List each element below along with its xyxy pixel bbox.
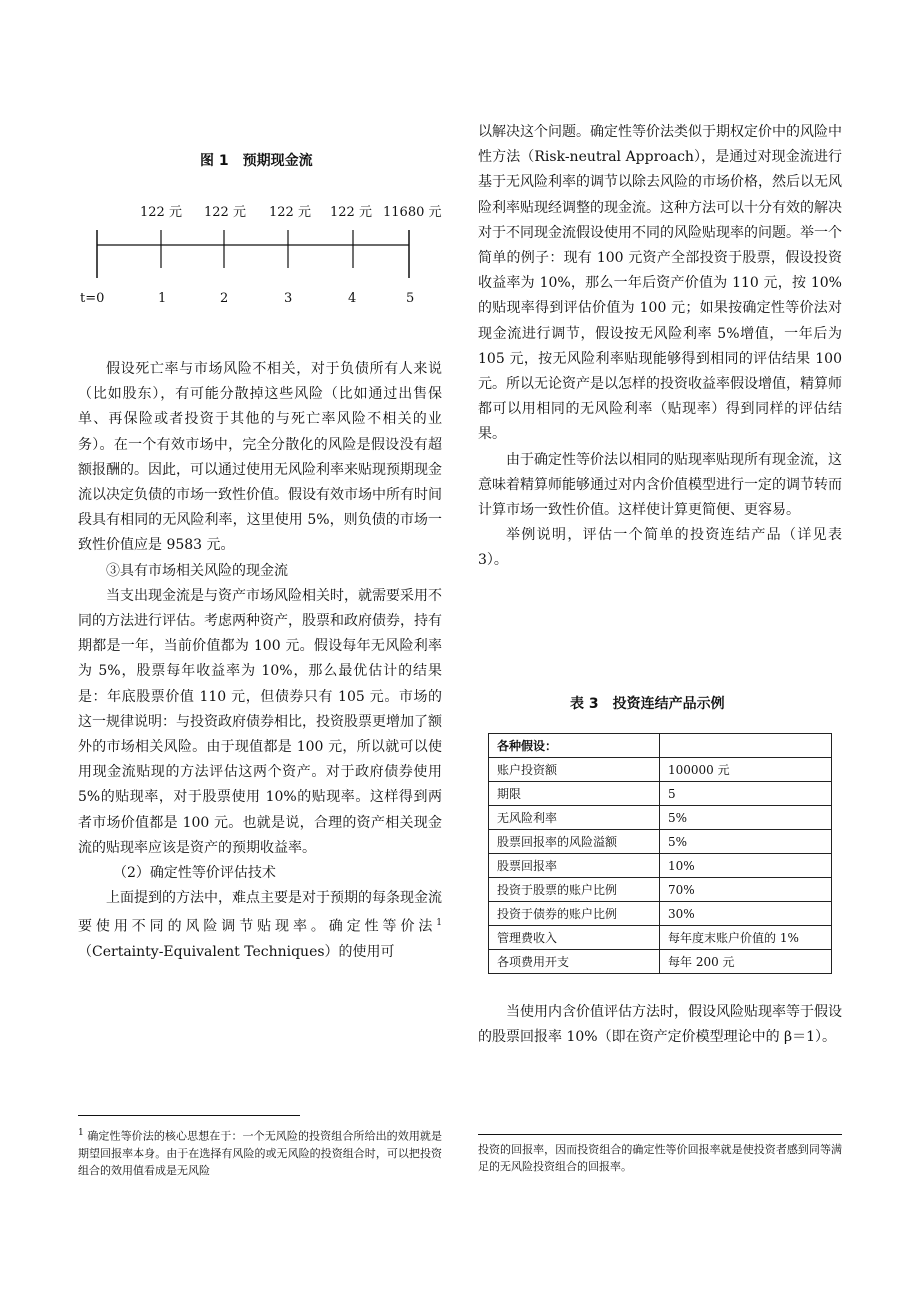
table-cell-label: 股票回报率 — [489, 854, 660, 878]
table-cell-value: 5 — [660, 782, 832, 806]
time-label: t=0 — [80, 291, 105, 306]
table-cell-label: 股票回报率的风险溢额 — [489, 830, 660, 854]
time-label: 5 — [406, 291, 415, 306]
table-row — [489, 878, 832, 902]
table-cell-label: 投资于股票的账户比例 — [489, 878, 660, 902]
time-label: 3 — [284, 291, 293, 306]
table-row — [489, 734, 832, 758]
table-cell-value: 30% — [660, 902, 832, 926]
paragraph: 假设死亡率与市场风险不相关，对于负债所有人来说（比如股东），有可能分散掉这些风险（比如通过出售保单、再保险或者投资于其他的与死亡率风险不相关的业务）。在一个有效市场中，完全分散化的风险是假设没有超额报酬的。因此，可以通过使用无风险利率来贴现预期现金流以决定负债的市场一致性价值。假设有效市场中所有时间段具有相同的无风险利率，这里使用 5%，则负债的市场一致性价值应是 9583 元。 — [78, 361, 442, 554]
footnote — [78, 1125, 442, 1179]
paragraph-text: 上面提到的方法中，难点主要是对于预期的每条现金流要使用不同的风险调节贴现率。确定性等价法 — [78, 890, 442, 936]
cashflow-amount: 11680 元 — [383, 205, 442, 220]
table-row — [489, 830, 832, 854]
table-row — [489, 926, 832, 950]
assumptions-table — [488, 733, 832, 974]
paragraph — [78, 886, 442, 965]
paragraph: 举例说明，评估一个简单的投资连结产品（详见表 3）。 — [478, 527, 842, 569]
footnote-rule — [78, 1115, 300, 1116]
time-label: 4 — [348, 291, 357, 306]
cashflow-amount: 122 元 — [140, 205, 182, 220]
cashflow-amount: 122 元 — [204, 205, 246, 220]
paragraph-text: （Certainty-Equivalent Techniques）的使用可 — [78, 944, 395, 961]
table-row — [489, 854, 832, 878]
paragraph: 当使用内含价值评估方法时，假设风险贴现率等于假设的股票回报率 10%（即在资产定价模型理论中的 β＝1）。 — [478, 1004, 842, 1046]
table-cell-value: 每年度末账户价值的 1% — [660, 926, 832, 950]
footnote-number: 1 — [78, 1128, 84, 1138]
table-cell-label: 管理费收入 — [489, 926, 660, 950]
table-row — [489, 758, 832, 782]
section-heading: （2）确定性等价评估技术 — [113, 865, 276, 882]
subsection-heading: ③具有市场相关风险的现金流 — [106, 562, 288, 579]
table-cell-value: 每年 200 元 — [660, 950, 832, 974]
table-cell-value: 10% — [660, 854, 832, 878]
cashflow-amount: 122 元 — [330, 205, 372, 220]
table-title: 表 3 投资连结产品示例 — [570, 696, 725, 712]
footnote-ref: 1 — [436, 918, 442, 929]
table-row — [489, 806, 832, 830]
footnote-text: 确定性等价法的核心思想在于：一个无风险的投资组合所给出的效用就是期望回报率本身。由于在选择有风险的或无风险的投资组合时，可以把投资组合的效用值看成是无风险 — [78, 1129, 443, 1177]
timeline-diagram — [0, 0, 460, 300]
table-cell-label: 账户投资额 — [489, 758, 660, 782]
table-cell-value: 5% — [660, 806, 832, 830]
table-cell-label: 投资于债券的账户比例 — [489, 902, 660, 926]
paragraph: 由于确定性等价法以相同的贴现率贴现所有现金流，这意味着精算师能够通过对内含价值模型进行一定的调节转而计算市场一致性价值。这样使计算更简便、更容易。 — [478, 451, 842, 519]
footnote-continued: 投资的回报率，因而投资组合的确定性等价回报率就是使投资者感到同等满足的无风险投资组合的回报率。 — [478, 1143, 842, 1173]
table-cell-value: 5% — [660, 830, 832, 854]
left-column — [78, 357, 442, 966]
footnote-rule — [478, 1134, 842, 1135]
table-row — [489, 782, 832, 806]
time-label: 2 — [220, 291, 229, 306]
right-column — [478, 120, 842, 574]
table-row — [489, 902, 832, 926]
table-cell-value — [660, 734, 832, 758]
table-cell-label: 无风险利率 — [489, 806, 660, 830]
right-column-lower — [478, 1000, 842, 1050]
table-cell-label: 各种假设： — [489, 734, 660, 758]
time-label: 1 — [158, 291, 167, 306]
table-cell-value: 70% — [660, 878, 832, 902]
cashflow-amount: 122 元 — [269, 205, 311, 220]
paragraph: 以解决这个问题。确定性等价法类似于期权定价中的风险中性方法（Risk-neutral Approach），是通过对现金流进行基于无风险利率的调节以除去风险的市场价格，然后以无风险利率贴现经调整的现金流。这种方法可以十分有效的解决对于不同现金流假设使用不同的风险贴现率的问题。举一个简单的例子：现有 100 元资产全部投资于股票，假设投资收益率为 10%，那么一年后资产价值为 110 元，按 10%的贴现率得到评估价值为 100 元；如果按确定性等价法对现金流进行调节，假设按无风险利率 5%增值，一年后为 105 元，按无风险利率贴现能够得到相同的评估结果 100 元。所以无论资产是以怎样的投资收益率假设增值，精算师都可以用相同的无风险利率（贴现率）得到同样的评估结果。 — [478, 124, 842, 443]
paragraph: 当支出现金流是与资产市场风险相关时，就需要采用不同的方法进行评估。考虑两种资产，股票和政府债券，持有期都是一年，当前价值都为 100 元。假设每年无风险利率为 5%，股票每年收益率为 10%，那么最优估计的结果是：年底股票价值 110 元，但债券只有 105 元。市场的这一规律说明：与投资政府债券相比，投资股票更增加了额外的市场相关风险。由于现值都是 100 元，所以就可以使用现金流贴现的方法评估这两个资产。对于政府债券使用 5%的贴现率，对于股票使用 10%的贴现率。这样得到两者市场价值都是 100 元。也就是说，合理的资产相关现金流的贴现率应该是资产的预期收益率。 — [78, 587, 442, 856]
figure-title: 图 1 预期现金流 — [200, 153, 313, 169]
table-cell-label: 期限 — [489, 782, 660, 806]
table-cell-value: 100000 元 — [660, 758, 832, 782]
table-row — [489, 950, 832, 974]
table-cell-label: 各项费用开支 — [489, 950, 660, 974]
